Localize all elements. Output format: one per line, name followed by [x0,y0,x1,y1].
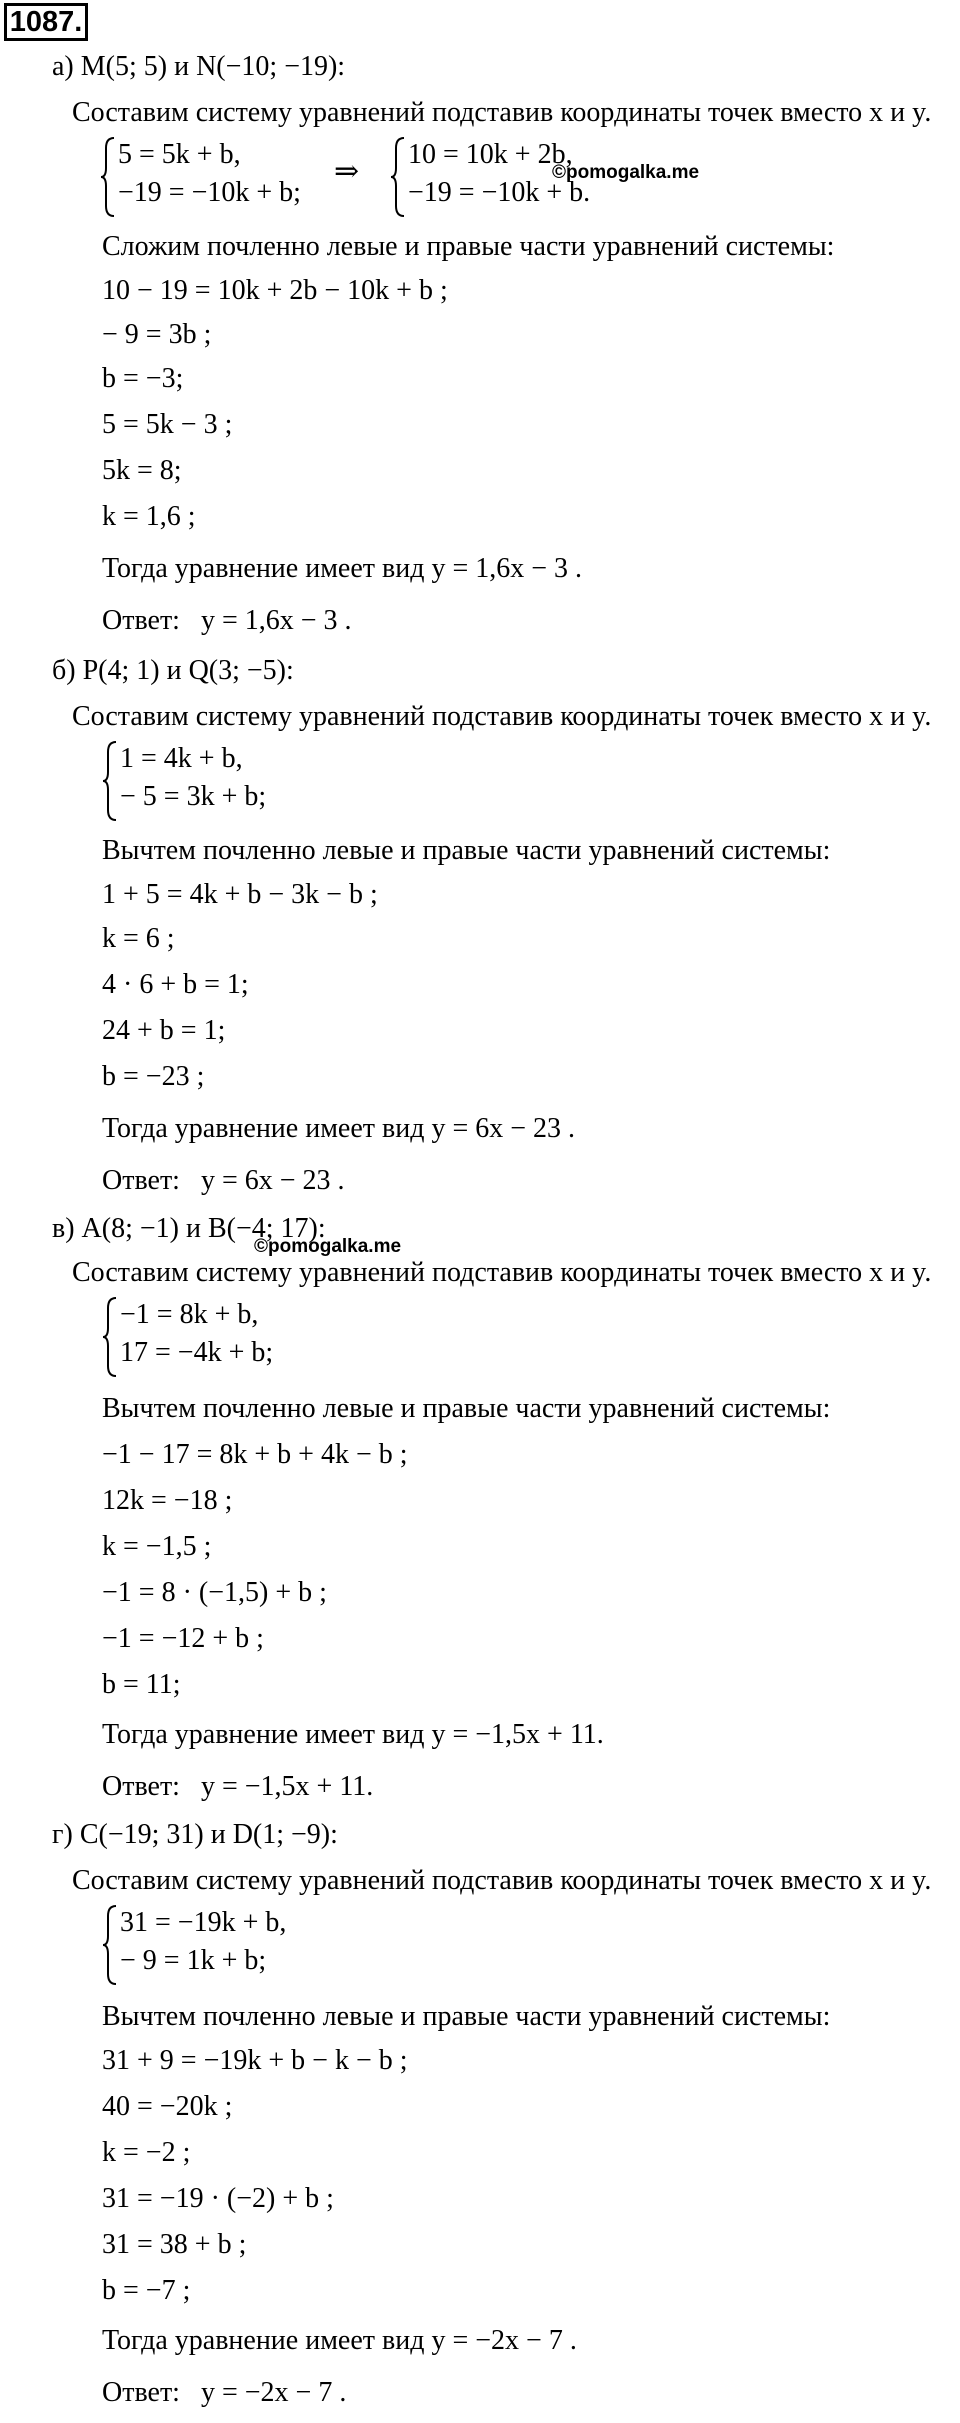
part-b-step-3: 4 · 6 + b = 1; [102,969,249,1000]
part-a-intro: Составим систему уравнений подставив координаты точек вместо x и y. [72,97,932,128]
part-a-system-eq2: −19 = −10k + b; [118,177,301,208]
brace-icon [100,136,116,218]
part-a-header [52,50,345,84]
part-a-points: M(5; 5) и N(−10; −19): [80,51,346,82]
part-a-answer [102,604,352,638]
part-g-step-6: b = −7 ; [102,2275,191,2306]
part-v-step-4: −1 = 8 · (−1,5) + b ; [102,1577,327,1608]
part-a-system2-eq2: −19 = −10k + b. [408,177,591,208]
part-a-system-eq1: 5 = 5k + b, [118,139,241,170]
part-a-step-1: 10 − 19 = 10k + 2b − 10k + b ; [102,275,448,306]
part-b-step-1: 1 + 5 = 4k + b − 3k − b ; [102,879,378,910]
part-g-label: г) [52,1819,73,1850]
problem-number: 1087. [4,3,88,41]
watermark: ©pomogalka.me [254,1236,402,1257]
part-a-step-3: b = −3; [102,363,184,394]
part-b-label: б) [52,655,76,686]
part-g-step-3: k = −2 ; [102,2137,191,2168]
part-v-step-5: −1 = −12 + b ; [102,1623,264,1654]
part-a-step-4: 5 = 5k − 3 ; [102,409,233,440]
part-a-system2-eq1: 10 = 10k + 2b, [408,139,573,170]
part-g-system-eq2: − 9 = 1k + b; [120,1945,267,1976]
answer-prefix: Ответ: [102,2377,180,2408]
brace-icon [390,136,406,218]
part-g-header [52,1818,338,1852]
part-v-step-3: k = −1,5 ; [102,1531,212,1562]
part-v-step-2: 12k = −18 ; [102,1485,233,1516]
part-v-label: в) [52,1213,75,1244]
part-b-action: Вычтем почленно левые и правые части уравнений системы: [102,835,831,866]
part-b-step-2: k = 6 ; [102,923,175,954]
part-g-step-2: 40 = −20k ; [102,2091,233,2122]
part-b-intro: Составим систему уравнений подставив координаты точек вместо x и y. [72,701,932,732]
part-a-step-6: k = 1,6 ; [102,501,196,532]
part-a-step-2: − 9 = 3b ; [102,319,212,350]
part-a-equation-line: Тогда уравнение имеет вид y = 1,6x − 3 . [102,553,583,584]
answer-prefix: Ответ: [102,1771,180,1802]
part-v-step-1: −1 − 17 = 8k + b + 4k − b ; [102,1439,408,1470]
part-a-label: а) [52,51,74,82]
part-g-step-4: 31 = −19 · (−2) + b ; [102,2183,334,2214]
brace-icon [102,1904,118,1986]
part-v-system-eq2: 17 = −4k + b; [120,1337,274,1368]
part-v-action: Вычтем почленно левые и правые части уравнений системы: [102,1393,831,1424]
part-v-step-6: b = 11; [102,1669,181,1700]
part-a-answer-value: y = 1,6x − 3 . [200,605,352,636]
part-b-answer-value: y = 6x − 23 . [200,1165,345,1196]
part-v-equation-line: Тогда уравнение имеет вид y = −1,5x + 11. [102,1719,604,1750]
watermark: ©pomogalka.me [552,162,700,183]
answer-prefix: Ответ: [102,605,180,636]
part-b-step-4: 24 + b = 1; [102,1015,226,1046]
brace-icon [102,1296,118,1378]
part-b-system-eq1: 1 = 4k + b, [120,743,243,774]
part-a-action: Сложим почленно левые и правые части уравнений системы: [102,231,835,262]
part-v-intro: Составим систему уравнений подставив координаты точек вместо x и y. [72,1257,932,1288]
part-b-system-eq2: − 5 = 3k + b; [120,781,267,812]
brace-icon [102,740,118,822]
part-g-system-eq1: 31 = −19k + b, [120,1907,287,1938]
part-v-answer-value: y = −1,5x + 11. [200,1771,374,1802]
part-b-step-5: b = −23 ; [102,1061,205,1092]
part-g-equation-line: Тогда уравнение имеет вид y = −2x − 7 . [102,2325,577,2356]
part-g-answer [102,2376,346,2410]
part-g-intro: Составим систему уравнений подставив координаты точек вместо x и y. [72,1865,932,1896]
implies-arrow-icon: ⇒ [334,155,360,188]
part-g-step-1: 31 + 9 = −19k + b − k − b ; [102,2045,408,2076]
part-g-step-5: 31 = 38 + b ; [102,2229,247,2260]
part-v-system-eq1: −1 = 8k + b, [120,1299,259,1330]
part-a-step-5: 5k = 8; [102,455,182,486]
part-b-points: P(4; 1) и Q(3; −5): [82,655,294,686]
part-b-header [52,654,294,688]
part-g-points: C(−19; 31) и D(1; −9): [79,1819,338,1850]
part-g-action: Вычтем почленно левые и правые части уравнений системы: [102,2001,831,2032]
answer-prefix: Ответ: [102,1165,180,1196]
part-v-answer [102,1770,373,1804]
part-b-answer [102,1164,345,1198]
part-g-answer-value: y = −2x − 7 . [200,2377,347,2408]
part-b-equation-line: Тогда уравнение имеет вид y = 6x − 23 . [102,1113,576,1144]
part-v-points: A(8; −1) и B(−4; 17): [81,1213,326,1244]
